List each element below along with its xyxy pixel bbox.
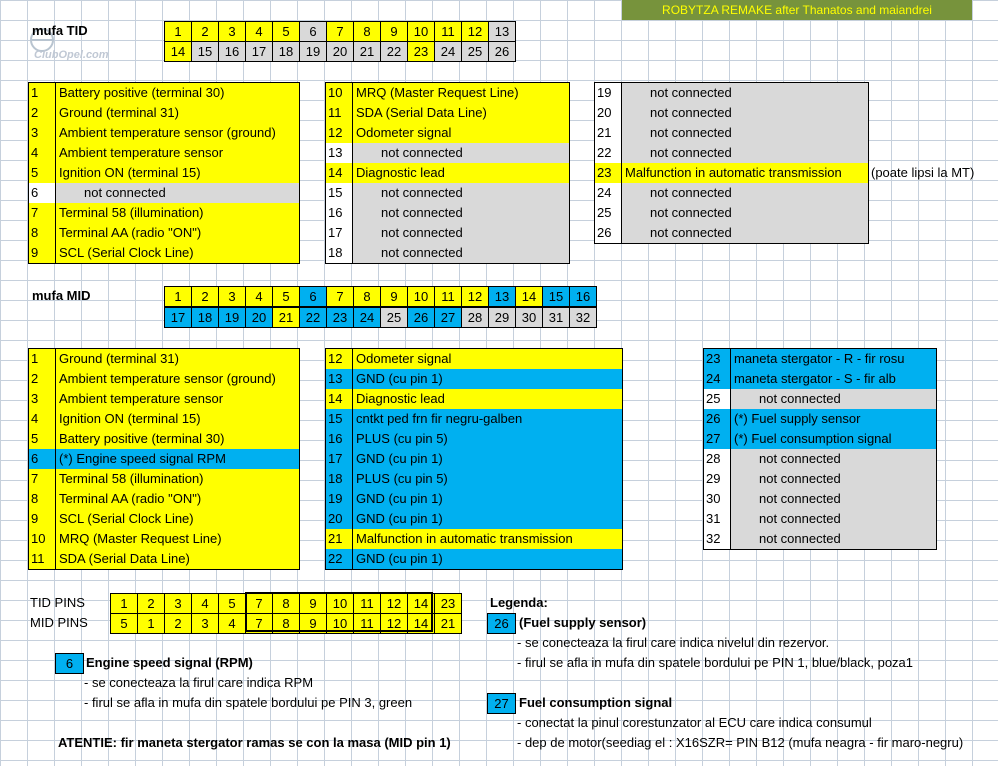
pin-map-cell: 12 bbox=[380, 613, 408, 634]
pin-table-row bbox=[29, 183, 299, 203]
pin-cell: 13 bbox=[488, 21, 516, 42]
pin-table-row bbox=[326, 83, 569, 103]
mid-connector-label: mufa MID bbox=[32, 288, 91, 303]
pin-description: Ambient temperature sensor bbox=[56, 389, 299, 409]
pin-description: Battery positive (terminal 30) bbox=[56, 83, 299, 103]
pin-cell: 23 bbox=[326, 307, 354, 328]
pin-description: not connected bbox=[731, 509, 936, 529]
legend-6-line-2: - firul se afla in mufa din spatele bordului pe PIN 3, green bbox=[84, 695, 413, 710]
pin-cell: 2 bbox=[191, 286, 219, 307]
pin-number: 21 bbox=[326, 529, 353, 549]
pin-table-row bbox=[326, 203, 569, 223]
pin-table-row bbox=[29, 203, 299, 223]
pin-number: 19 bbox=[326, 489, 353, 509]
pin-map-cell: 2 bbox=[164, 613, 192, 634]
pin-cell: 24 bbox=[434, 41, 462, 62]
pin-description: SCL (Serial Clock Line) bbox=[56, 509, 299, 529]
tid-pin-table-1 bbox=[28, 82, 300, 264]
pin-cell: 27 bbox=[434, 307, 462, 328]
pin-table-row bbox=[29, 409, 299, 429]
pin-table-row bbox=[326, 449, 622, 469]
pin-number: 1 bbox=[29, 349, 56, 369]
pin-description: not connected bbox=[353, 203, 569, 223]
pin-cell: 17 bbox=[164, 307, 192, 328]
pin-number: 3 bbox=[29, 389, 56, 409]
pin-number: 14 bbox=[326, 163, 353, 183]
pin-description: not connected bbox=[353, 243, 569, 263]
pin-table-row bbox=[326, 163, 569, 183]
pin-number: 24 bbox=[704, 369, 731, 389]
pin-number: 4 bbox=[29, 409, 56, 429]
pin-description: not connected bbox=[622, 203, 868, 223]
pin-cell: 26 bbox=[488, 41, 516, 62]
pin-description: maneta stergator - S - fir alb bbox=[731, 369, 936, 389]
legend-6-title: Engine speed signal (RPM) bbox=[86, 655, 253, 670]
pin-table-row bbox=[326, 469, 622, 489]
pin-cell: 23 bbox=[407, 41, 435, 62]
pin-number: 23 bbox=[704, 349, 731, 369]
pin-description: Ignition ON (terminal 15) bbox=[56, 163, 299, 183]
pin-number: 16 bbox=[326, 429, 353, 449]
legend-6-badge: 6 bbox=[55, 653, 84, 674]
pin-number: 13 bbox=[326, 369, 353, 389]
pin-number: 6 bbox=[29, 449, 56, 469]
pin-number: 18 bbox=[326, 469, 353, 489]
pin-map-cell: 14 bbox=[407, 593, 435, 614]
pin-cell: 1 bbox=[164, 21, 192, 42]
watermark-text: ClubOpel.com bbox=[34, 49, 109, 61]
pin-map-cell: 7 bbox=[245, 593, 273, 614]
pin-description: not connected bbox=[353, 223, 569, 243]
pin-number: 15 bbox=[326, 409, 353, 429]
tid-pin23-note: (poate lipsi la MT) bbox=[871, 165, 975, 180]
pin-map-cell: 5 bbox=[218, 593, 246, 614]
pin-cell: 25 bbox=[461, 41, 489, 62]
pin-table-row bbox=[704, 389, 936, 409]
pin-number: 15 bbox=[326, 183, 353, 203]
pin-table-row bbox=[595, 203, 868, 223]
legend-27-line-2: - dep de motor(seediag el : X16SZR= PIN B12 (mufa neagra - fir maro-negru) bbox=[517, 735, 964, 750]
pin-cell: 5 bbox=[272, 286, 300, 307]
pin-table-row bbox=[29, 369, 299, 389]
pin-table-row bbox=[326, 489, 622, 509]
pin-cell: 26 bbox=[407, 307, 435, 328]
pin-map-cell: 10 bbox=[326, 613, 354, 634]
pin-number: 11 bbox=[29, 549, 56, 569]
pin-map-cell: 4 bbox=[218, 613, 246, 634]
pin-description: not connected bbox=[622, 123, 868, 143]
title-banner: ROBYTZA REMAKE after Thanatos and maiandrei bbox=[622, 0, 972, 20]
pin-cell: 22 bbox=[299, 307, 327, 328]
pin-description: cntkt ped frn fir negru-galben bbox=[353, 409, 622, 429]
legend-6-line-1: - se conecteaza la firul care indica RPM bbox=[84, 675, 314, 690]
pin-description: not connected bbox=[731, 529, 936, 549]
mid-pin-table-2 bbox=[325, 348, 623, 570]
pin-map-cell: 14 bbox=[407, 613, 435, 634]
pin-table-row bbox=[29, 143, 299, 163]
pin-cell: 19 bbox=[299, 41, 327, 62]
pin-cell: 3 bbox=[218, 286, 246, 307]
pin-number: 25 bbox=[595, 203, 622, 223]
pin-number: 22 bbox=[326, 549, 353, 569]
pin-number: 23 bbox=[595, 163, 622, 183]
pin-table-row bbox=[326, 143, 569, 163]
pin-map-cell: 3 bbox=[164, 593, 192, 614]
mid-pins-map-label: MID PINS bbox=[30, 615, 88, 630]
pin-description: SDA (Serial Data Line) bbox=[353, 103, 569, 123]
pin-cell: 17 bbox=[245, 41, 273, 62]
pin-number: 2 bbox=[29, 103, 56, 123]
pin-cell: 12 bbox=[461, 21, 489, 42]
pin-table-row bbox=[704, 409, 936, 429]
pin-number: 32 bbox=[704, 529, 731, 549]
pin-description: not connected bbox=[731, 469, 936, 489]
pin-description: not connected bbox=[353, 183, 569, 203]
pin-cell: 32 bbox=[569, 307, 597, 328]
pin-number: 22 bbox=[595, 143, 622, 163]
pin-table-row bbox=[326, 389, 622, 409]
pin-table-row bbox=[29, 449, 299, 469]
pin-table-row bbox=[595, 83, 868, 103]
pin-description: Ambient temperature sensor (ground) bbox=[56, 123, 299, 143]
pin-number: 16 bbox=[326, 203, 353, 223]
pin-description: Ignition ON (terminal 15) bbox=[56, 409, 299, 429]
pin-cell: 8 bbox=[353, 286, 381, 307]
pin-number: 2 bbox=[29, 369, 56, 389]
pin-cell: 31 bbox=[542, 307, 570, 328]
pin-description: MRQ (Master Request Line) bbox=[353, 83, 569, 103]
pin-number: 21 bbox=[595, 123, 622, 143]
pin-cell: 29 bbox=[488, 307, 516, 328]
pin-map-cell: 11 bbox=[353, 613, 381, 634]
pin-description: GND (cu pin 1) bbox=[353, 369, 622, 389]
pin-map-cell: 12 bbox=[380, 593, 408, 614]
pin-number: 4 bbox=[29, 143, 56, 163]
pin-table-row bbox=[595, 143, 868, 163]
pin-description: Battery positive (terminal 30) bbox=[56, 429, 299, 449]
tid-pin-row-top bbox=[164, 21, 515, 41]
pin-table-row bbox=[29, 469, 299, 489]
pin-description: Diagnostic lead bbox=[353, 163, 569, 183]
pin-description: Odometer signal bbox=[353, 349, 622, 369]
pin-number: 8 bbox=[29, 223, 56, 243]
pin-table-row bbox=[326, 243, 569, 263]
pin-number: 10 bbox=[326, 83, 353, 103]
pin-map-cell: 4 bbox=[191, 593, 219, 614]
pin-table-row bbox=[326, 509, 622, 529]
pin-table-row bbox=[704, 449, 936, 469]
pin-table-row bbox=[326, 103, 569, 123]
pin-cell: 22 bbox=[380, 41, 408, 62]
pin-number: 18 bbox=[326, 243, 353, 263]
pin-number: 6 bbox=[29, 183, 56, 203]
pin-cell: 2 bbox=[191, 21, 219, 42]
pin-description: not connected bbox=[731, 449, 936, 469]
pin-description: not connected bbox=[622, 223, 868, 243]
pin-cell: 15 bbox=[191, 41, 219, 62]
pin-table-row bbox=[29, 389, 299, 409]
pin-table-row bbox=[704, 429, 936, 449]
pin-description: (*) Engine speed signal RPM bbox=[56, 449, 299, 469]
pin-table-row bbox=[326, 223, 569, 243]
pin-number: 13 bbox=[326, 143, 353, 163]
pin-description: PLUS (cu pin 5) bbox=[353, 429, 622, 449]
legend-27-badge: 27 bbox=[487, 693, 516, 714]
pin-cell: 6 bbox=[299, 21, 327, 42]
legend-26-line-2: - firul se afla in mufa din spatele bordului pe PIN 1, blue/black, poza1 bbox=[517, 655, 914, 670]
pin-description: Diagnostic lead bbox=[353, 389, 622, 409]
pin-number: 28 bbox=[704, 449, 731, 469]
pin-map-cell: 3 bbox=[191, 613, 219, 634]
pin-table-row bbox=[29, 103, 299, 123]
mid-pin-row-top bbox=[164, 286, 596, 306]
pin-cell: 9 bbox=[380, 21, 408, 42]
pin-table-row bbox=[29, 83, 299, 103]
pin-number: 17 bbox=[326, 223, 353, 243]
pin-table-row bbox=[29, 163, 299, 183]
pin-map-highlight-frame bbox=[245, 592, 433, 632]
mid-pin-row-bottom bbox=[164, 307, 596, 327]
pin-number: 12 bbox=[326, 123, 353, 143]
pin-description: not connected bbox=[622, 83, 868, 103]
pin-table-row bbox=[704, 469, 936, 489]
pin-cell: 20 bbox=[245, 307, 273, 328]
pin-number: 26 bbox=[595, 223, 622, 243]
pin-description: (*) Fuel consumption signal bbox=[731, 429, 936, 449]
pin-map-cell: 10 bbox=[326, 593, 354, 614]
pin-table-row bbox=[326, 549, 622, 569]
pin-description: not connected bbox=[56, 183, 299, 203]
pin-map-cell: 8 bbox=[272, 613, 300, 634]
pin-map-cell: 2 bbox=[137, 593, 165, 614]
pin-cell: 21 bbox=[353, 41, 381, 62]
pin-map-cell: 8 bbox=[272, 593, 300, 614]
pin-map-cell: 5 bbox=[110, 613, 138, 634]
tid-pin-row-bottom bbox=[164, 41, 515, 61]
pin-table-row bbox=[704, 489, 936, 509]
pin-cell: 18 bbox=[272, 41, 300, 62]
pin-table-row bbox=[326, 349, 622, 369]
pin-description: not connected bbox=[622, 103, 868, 123]
pin-cell: 15 bbox=[542, 286, 570, 307]
pin-cell: 7 bbox=[326, 21, 354, 42]
pin-table-row bbox=[29, 489, 299, 509]
pin-number: 8 bbox=[29, 489, 56, 509]
pin-table-row bbox=[326, 529, 622, 549]
legend-27-line-1: - conectat la pinul corestunzator al ECU care indica consumul bbox=[517, 715, 872, 730]
pin-description: SDA (Serial Data Line) bbox=[56, 549, 299, 569]
pin-description: Ground (terminal 31) bbox=[56, 349, 299, 369]
pin-cell: 18 bbox=[191, 307, 219, 328]
pin-cell: 30 bbox=[515, 307, 543, 328]
pin-description: not connected bbox=[731, 489, 936, 509]
pin-table-row bbox=[595, 123, 868, 143]
pin-description: Terminal 58 (illumination) bbox=[56, 469, 299, 489]
pin-cell: 14 bbox=[515, 286, 543, 307]
pin-number: 9 bbox=[29, 243, 56, 263]
pin-map-cell: 9 bbox=[299, 613, 327, 634]
pin-number: 19 bbox=[595, 83, 622, 103]
pin-number: 5 bbox=[29, 163, 56, 183]
pin-cell: 14 bbox=[164, 41, 192, 62]
pin-description: MRQ (Master Request Line) bbox=[56, 529, 299, 549]
pin-table-row bbox=[704, 509, 936, 529]
pin-number: 29 bbox=[704, 469, 731, 489]
pin-number: 17 bbox=[326, 449, 353, 469]
pin-cell: 5 bbox=[272, 21, 300, 42]
pin-description: Terminal AA (radio "ON") bbox=[56, 223, 299, 243]
pin-number: 11 bbox=[326, 103, 353, 123]
pin-description: GND (cu pin 1) bbox=[353, 489, 622, 509]
mid-pin-table-1 bbox=[28, 348, 300, 570]
pin-description: Ambient temperature sensor (ground) bbox=[56, 369, 299, 389]
pin-cell: 20 bbox=[326, 41, 354, 62]
pin-table-row bbox=[595, 183, 868, 203]
mid-pin-table-3 bbox=[703, 348, 937, 550]
pin-table-row bbox=[29, 549, 299, 569]
pin-cell: 4 bbox=[245, 286, 273, 307]
pin-cell: 11 bbox=[434, 21, 462, 42]
pin-description: Ambient temperature sensor bbox=[56, 143, 299, 163]
legend-26-line-1: - se conecteaza la firul care indica nivelul din rezervor. bbox=[517, 635, 830, 650]
pin-cell: 16 bbox=[569, 286, 597, 307]
pin-number: 3 bbox=[29, 123, 56, 143]
pin-description: GND (cu pin 1) bbox=[353, 509, 622, 529]
pin-description: Ground (terminal 31) bbox=[56, 103, 299, 123]
pin-table-row bbox=[595, 103, 868, 123]
pin-description: Terminal 58 (illumination) bbox=[56, 203, 299, 223]
pin-table-row bbox=[29, 509, 299, 529]
pin-map-cell: 9 bbox=[299, 593, 327, 614]
pin-description: not connected bbox=[731, 389, 936, 409]
pin-map-cell: 11 bbox=[353, 593, 381, 614]
pin-number: 26 bbox=[704, 409, 731, 429]
pin-map-cell: 7 bbox=[245, 613, 273, 634]
legend-26-title: (Fuel supply sensor) bbox=[519, 615, 647, 630]
pin-cell: 19 bbox=[218, 307, 246, 328]
tid-pin-table-3 bbox=[594, 82, 869, 244]
pin-number: 20 bbox=[326, 509, 353, 529]
pin-cell: 13 bbox=[488, 286, 516, 307]
pin-cell: 9 bbox=[380, 286, 408, 307]
tid-pin-table-2 bbox=[325, 82, 570, 264]
pin-map-cell: 21 bbox=[434, 613, 462, 634]
pin-number: 7 bbox=[29, 469, 56, 489]
pin-description: maneta stergator - R - fir rosu bbox=[731, 349, 936, 369]
pin-number: 27 bbox=[704, 429, 731, 449]
pin-table-row bbox=[29, 429, 299, 449]
pin-table-row bbox=[29, 223, 299, 243]
pin-description: not connected bbox=[353, 143, 569, 163]
pin-number: 30 bbox=[704, 489, 731, 509]
pin-map-cell: 1 bbox=[137, 613, 165, 634]
pin-cell: 6 bbox=[299, 286, 327, 307]
pin-table-row bbox=[326, 123, 569, 143]
pin-cell: 10 bbox=[407, 21, 435, 42]
pin-table-row bbox=[704, 349, 936, 369]
pin-number: 9 bbox=[29, 509, 56, 529]
pin-table-row bbox=[29, 529, 299, 549]
pin-cell: 28 bbox=[461, 307, 489, 328]
pin-number: 12 bbox=[326, 349, 353, 369]
pin-table-row bbox=[704, 369, 936, 389]
pin-description: not connected bbox=[622, 183, 868, 203]
pin-map-cell: 1 bbox=[110, 593, 138, 614]
pin-description: SCL (Serial Clock Line) bbox=[56, 243, 299, 263]
pin-cell: 16 bbox=[218, 41, 246, 62]
pin-table-row bbox=[704, 529, 936, 549]
legend-27-title: Fuel consumption signal bbox=[519, 695, 673, 710]
pin-number: 24 bbox=[595, 183, 622, 203]
pin-cell: 7 bbox=[326, 286, 354, 307]
pin-table-row bbox=[326, 409, 622, 429]
pin-description: (*) Fuel supply sensor bbox=[731, 409, 936, 429]
attention-note: ATENTIE: fir maneta stergator ramas se con la masa (MID pin 1) bbox=[58, 735, 451, 750]
pin-description: Terminal AA (radio "ON") bbox=[56, 489, 299, 509]
pin-table-row bbox=[326, 369, 622, 389]
pin-cell: 3 bbox=[218, 21, 246, 42]
pin-cell: 4 bbox=[245, 21, 273, 42]
pin-number: 25 bbox=[704, 389, 731, 409]
tid-pins-map-label: TID PINS bbox=[30, 595, 85, 610]
pin-table-row bbox=[29, 123, 299, 143]
pin-cell: 11 bbox=[434, 286, 462, 307]
pin-description: Malfunction in automatic transmission bbox=[353, 529, 622, 549]
pin-cell: 12 bbox=[461, 286, 489, 307]
pin-cell: 10 bbox=[407, 286, 435, 307]
pin-number: 31 bbox=[704, 509, 731, 529]
legend-title: Legenda: bbox=[490, 595, 548, 610]
tid-connector-label: mufa TID bbox=[32, 23, 88, 38]
pin-cell: 21 bbox=[272, 307, 300, 328]
pin-table-row bbox=[595, 163, 868, 183]
pin-table-row bbox=[326, 429, 622, 449]
legend-26-badge: 26 bbox=[487, 613, 516, 634]
pin-description: Odometer signal bbox=[353, 123, 569, 143]
pin-number: 10 bbox=[29, 529, 56, 549]
pin-table-row bbox=[29, 243, 299, 263]
pin-description: PLUS (cu pin 5) bbox=[353, 469, 622, 489]
pin-table-row bbox=[595, 223, 868, 243]
pin-map-cell: 23 bbox=[434, 593, 462, 614]
pin-cell: 25 bbox=[380, 307, 408, 328]
pin-number: 7 bbox=[29, 203, 56, 223]
pin-cell: 1 bbox=[164, 286, 192, 307]
pin-number: 14 bbox=[326, 389, 353, 409]
pin-table-row bbox=[29, 349, 299, 369]
pin-cell: 8 bbox=[353, 21, 381, 42]
pin-description: GND (cu pin 1) bbox=[353, 549, 622, 569]
pin-description: GND (cu pin 1) bbox=[353, 449, 622, 469]
pin-description: Malfunction in automatic transmission bbox=[622, 163, 868, 183]
pin-cell: 24 bbox=[353, 307, 381, 328]
pin-number: 1 bbox=[29, 83, 56, 103]
pin-table-row bbox=[326, 183, 569, 203]
pin-description: not connected bbox=[622, 143, 868, 163]
pin-number: 20 bbox=[595, 103, 622, 123]
pin-number: 5 bbox=[29, 429, 56, 449]
